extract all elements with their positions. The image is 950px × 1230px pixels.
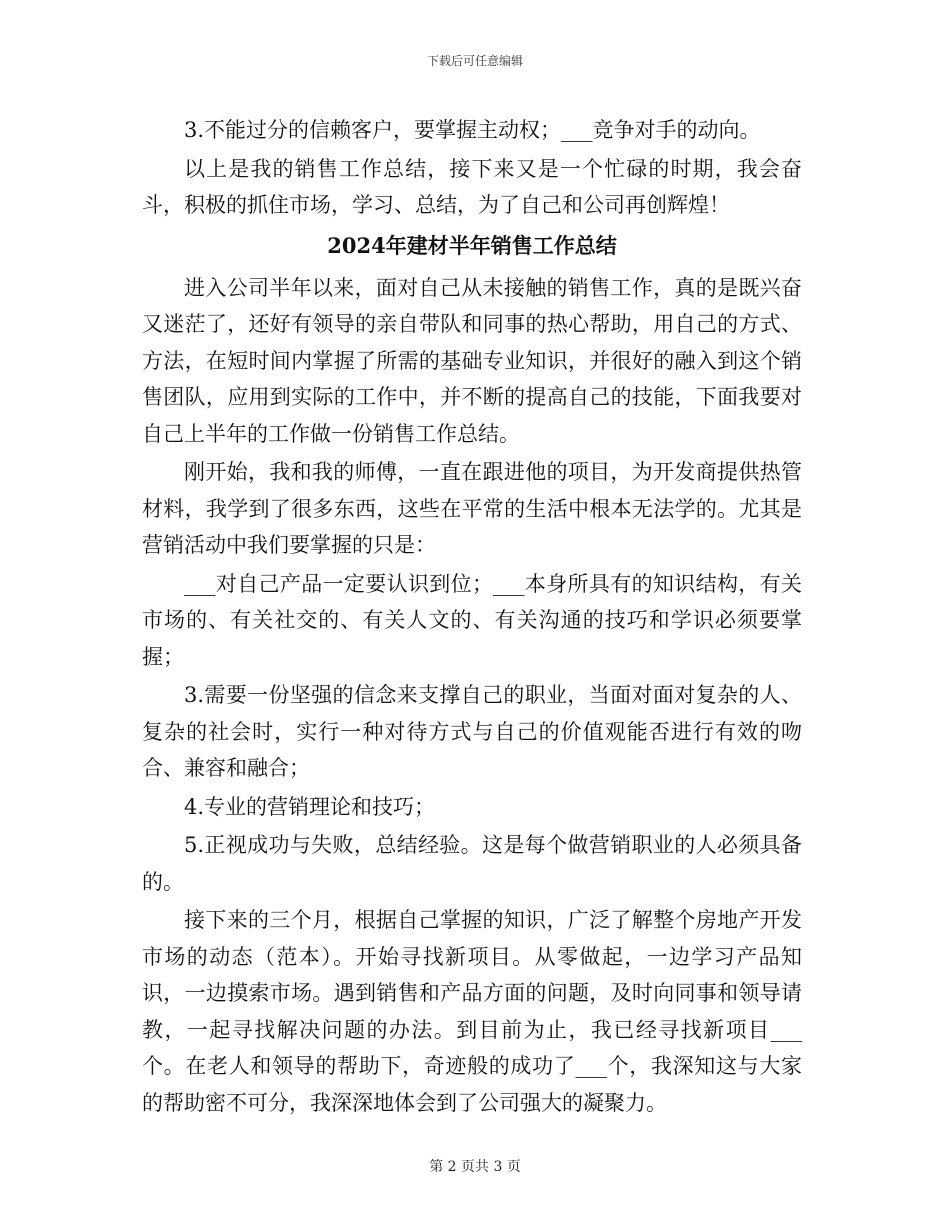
paragraph-next-months: 接下来的三个月，根据自己掌握的知识，广泛了解整个房地产开发市场的动态（范本）。开始寻找新项目。从零做起，一边学习产品知识，一边摸索市场。遇到销售和产品方面的问题，及时向同事和领导请教，一起寻找解决问题的办法。到目前为止，我已经寻找新项目___个。在老人和领导的帮助下，奇迹般的成功了___个，我深知这与大家的帮助密不可分，我深深地体会到了公司强大的凝聚力。 — [142, 908, 802, 1115]
document-body — [142, 112, 802, 1123]
paragraph-point-3: 3.需要一份坚强的信念来支撑自己的职业，当面对面对复杂的人、复杂的社会时，实行一种对待方式与自己的价值观能否进行有效的吻合、兼容和融合； — [142, 683, 802, 780]
section-title: 2024年建材半年销售工作总结 — [327, 232, 617, 258]
paragraph-competitor: 3.不能过分的信赖客户，要掌握主动权；___竞争对手的动向。 — [184, 118, 761, 142]
paragraph-beginning: 刚开始，我和我的师傅，一直在跟进他的项目，为开发商提供热管材料，我学到了很多东西，这些在平常的生活中根本无法学的。尤其是营销活动中我们要掌握的只是： — [142, 460, 802, 557]
paragraph-intro: 进入公司半年以来，面对自己从未接触的销售工作，真的是既兴奋又迷茫了，还好有领导的亲自带队和同事的热心帮助，用自己的方式、方法，在短时间内掌握了所需的基础专业知识，并很好的融入到这个销售团队，应用到实际的工作中，并不断的提高自己的技能，下面我要对自己上半年的工作做一份销售工作总结。 — [142, 275, 802, 446]
paragraph-point-4: 4.专业的营销理论和技巧； — [184, 794, 436, 819]
paragraph-closing: 以上是我的销售工作总结，接下来又是一个忙碌的时期，我会奋斗，积极的抓住市场，学习、总结，为了自己和公司再创辉煌！ — [142, 156, 802, 217]
paragraph-point-5: 5.正视成功与失败，总结经验。这是每个做营销职业的人必须具备的。 — [142, 833, 802, 894]
header-note: 下载后可任意编辑 — [426, 54, 523, 68]
paragraph-point-1-2: ___对自己产品一定要认识到位；___本身所具有的知识结构，有关市场的、有关社交的、有关人文的、有关沟通的技巧和学识必须要掌握； — [142, 571, 802, 669]
page-number: 第 2 页共 3 页 — [429, 1159, 521, 1175]
